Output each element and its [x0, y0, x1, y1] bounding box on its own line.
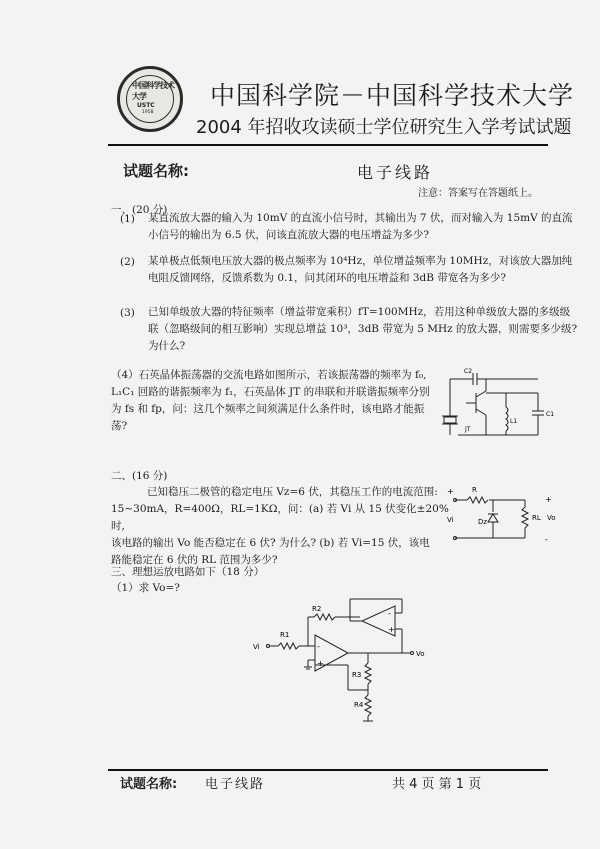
- q4-line4: 荡?: [111, 420, 128, 432]
- q4-line2: L₁C₁ 回路的谐振频率为 f₁，石英晶体 JT 的串联和并联谐振频率分别: [111, 386, 430, 398]
- q4-line1: （4）石英晶体振荡器的交流电路如图所示，若该振荡器的频率为 f₀,: [111, 369, 427, 381]
- q1-line2: 小信号的输出为 6.5 伏，问该直流放大器的电压增益为多少?: [148, 229, 430, 241]
- vo-label: Vo: [416, 650, 425, 658]
- section3-q1: （1）求 Vo=?: [111, 582, 180, 594]
- opamp-minus: -: [317, 642, 320, 651]
- q1-text: [148, 210, 588, 244]
- vo-plus: +: [545, 495, 552, 504]
- q2-number: (2): [120, 256, 135, 268]
- rl-label: RL: [532, 514, 541, 522]
- zener-regulator-circuit: [445, 482, 560, 552]
- s2-line4: 路能稳定在 6 伏的 RL 范围为多少?: [111, 554, 278, 566]
- vo-label: Vo: [547, 514, 556, 522]
- page-title: 中国科学院－中国科学技术大学: [210, 81, 575, 110]
- logo-abbr: USTC: [137, 102, 155, 109]
- s2-line3: 该电路的输出 Vo 能否稳定在 6 伏? 为什么? (b) 若 Vi=15 伏，该电: [111, 537, 430, 549]
- q1-line1: 某直流放大器的输入为 10mV 的直流小信号时，其输出为 7 伏，而对输入为 15mV 的直流: [148, 212, 573, 224]
- page-number: 共 4 页 第 1 页: [392, 777, 482, 792]
- section2-heading: 二、(16 分): [111, 470, 168, 482]
- section3-heading: 三、理想运放电路如下（18 分）: [111, 566, 265, 578]
- opamp2-minus: -: [388, 609, 391, 618]
- c1-label: C1: [546, 411, 555, 418]
- r2-label: R2: [312, 605, 322, 613]
- q1-number: (1): [120, 213, 135, 225]
- section1-heading: 一、(20 分): [111, 204, 168, 216]
- r4-label: R4: [354, 701, 364, 709]
- q2-line2: 电阻反馈网络，反馈系数为 0.1，问其闭环的电压增益和 3dB 带宽各为多少?: [148, 272, 506, 284]
- answer-note: 注意：答案写在答题纸上。: [418, 188, 538, 199]
- subject-name: 电子线路: [357, 163, 434, 182]
- footer-subject-name: 电子线路: [205, 777, 266, 792]
- footer-subject-label: 试题名称:: [120, 777, 178, 792]
- q4-text: [111, 367, 431, 435]
- vo-minus: -: [545, 535, 548, 544]
- section2-text: [111, 484, 451, 569]
- vi-label: Vi: [447, 516, 454, 524]
- university-seal-logo: [117, 66, 183, 132]
- q3-line2: 联（忽略级间的相互影响）实现总增益 10³，3dB 带宽为 5 MHz 的放大器，则需要多少级?: [148, 323, 578, 335]
- q4-line3: 为 fs 和 fp，问：这几个频率之间须满足什么条件时，该电路才能振: [111, 403, 425, 415]
- dz-label: Dz: [478, 518, 488, 526]
- q2-text: [148, 253, 588, 287]
- op-amp-circuit: [250, 595, 450, 725]
- jt-label: JT: [465, 426, 471, 433]
- header-divider: [108, 144, 548, 146]
- crystal-oscillator-circuit: [438, 365, 560, 445]
- r3-label: R3: [352, 671, 362, 679]
- l1-label: L1: [510, 418, 518, 425]
- q3-line1: 已知单级放大器的特征频率（增益带宽乘积）fT=100MHz，若用这种单级放大器的多级级: [148, 306, 571, 318]
- s2-line2: 15~30mA，R=400Ω，RL=1KΩ，问：(a) 若 Vi 从 15 伏变化±20%时,: [111, 503, 449, 532]
- q3-line3: 为什么?: [148, 340, 186, 352]
- vi-plus: +: [447, 487, 454, 496]
- subject-label: 试题名称:: [123, 162, 189, 180]
- q3-number: (3): [120, 307, 135, 319]
- vi-label: Vi: [253, 643, 260, 651]
- logo-text: 中国科学技术大学: [132, 80, 174, 101]
- opamp2-plus: +: [388, 625, 395, 634]
- logo-year: 1958: [142, 110, 154, 115]
- r-label: R: [472, 486, 477, 494]
- opamp-plus: +: [317, 659, 324, 668]
- page-subtitle: 2004 年招收攻读硕士学位研究生入学考试试题: [196, 117, 572, 138]
- c2-label: C2: [464, 368, 473, 375]
- q3-text: [148, 304, 588, 355]
- footer-divider: [108, 769, 548, 771]
- q2-line1: 某单极点低频电压放大器的极点频率为 10⁴Hz，单位增益频率为 10MHz，对该放大器加纯: [148, 255, 573, 267]
- r1-label: R1: [280, 631, 290, 639]
- s2-line1: 已知稳压二极管的稳定电压 Vz=6 伏，其稳压工作的电流范围:: [147, 486, 438, 498]
